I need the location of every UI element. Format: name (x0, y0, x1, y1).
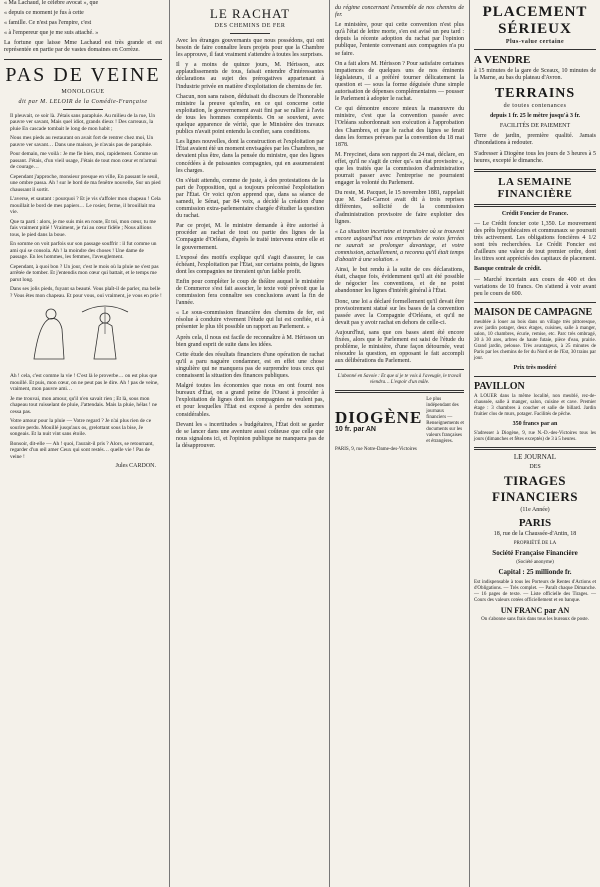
paragraph: L'exposé des motifs explique qu'il s'agit d'assurer, le cas échéant, l'exploitation par l'État, sur certains points, de lignes dont les compagnies ne tireraient qu'un faible profit. (176, 254, 324, 275)
semaine-heading: Banque centrale de crédit. (474, 266, 542, 273)
article-subtitle: DES CHEMINS DE FER (214, 23, 286, 29)
divider (335, 369, 464, 370)
verse: En somme on voit parfois sur son passage souffrir : il fut comme un ami qui se consola. Ah ! la moindre des choses ! Une dame de passage. En les hommes, les femmes, l'aveuglement. (10, 241, 157, 261)
journal-abonnement: On s'abonne sans frais dans tous les bureaux de poste. (481, 616, 589, 622)
semaine-title: LA SEMAINE FINANCIÈRE (497, 175, 573, 200)
paragraph: Chacun, non sans raison, déduisait du discours de l'honorable ministre la preuve qu'enfin, en ce qui concerne cette exploitation, le gouvernement avait fini par se rallier à l'avis de tous les hommes compétents. On se souvient, avec quelque apparence de vérité, que le Ministère des travaux publics n'avait point entendu la confier, sans conditions. (176, 93, 324, 136)
diogene-city: PARIS (335, 447, 349, 453)
paragraph: On s'était attendu, comme de juste, à des protestations de la part de l'opposition, qui a toujours préconisé l'exploitation par l'État. Or voici qu'on apprend que, dans sa séance de samedi, le Sénat, par 84 voix, a décidé la création d'une commission extra-parlementaire chargée d'étudier la question du rachat. (176, 177, 324, 220)
verse: Ah ! cela, c'est comme la vie ! C'est là le proverbe… on est plus que mouillé. Et puis, mon cœur, on ne peut pas le dire. Ah ! pas de veine, vraiment, mon pauvre ami… (10, 373, 159, 393)
journal-address: 18, rue de la Chaussée-d'Antin, 18 (493, 531, 577, 538)
footer-note: L'abonné en Savoie : Et que si je te vois à l'aveugle, le travail viendra… L'espoir d'un mâle. (337, 374, 462, 386)
verse: Je me trouvai, mon amour, qu'il n'en savait rien ; Et là, sous mon chapeau tout ruisselant de pluie, J'attendais. Mais la pluie, hélas ! ne cessa pas. (10, 395, 158, 415)
column-ads (472, 0, 600, 887)
couple-illustration (4, 304, 160, 364)
journal-year: (11e Année) (520, 507, 550, 514)
divider (335, 390, 464, 393)
paragraph: Malgré toutes les économies que nous en ont fourni nos bureaux d'État, on a grand peine de l'Ouest à procéder à l'exploitation de lignes dont les compagnies ne veulent pas, et pour lesquelles l'État est exposé à perdre des sommes considérables. (176, 383, 324, 418)
paragraph: Donc, une loi a déclaré formellement qu'il devait être provisoirement statué sur les bases de la convention passée avec la Compagnie d'Orléans, et qu'il ne devait pas y avoir rachat en dehors de celle-ci. (335, 298, 464, 326)
paragraph: Cette étude des résultats financiers d'une opération de rachat qu'il a paru naguère condamner, est en effet une chose singulière qui ne manquera pas de surprendre tous ceux qui connaissent la situation des finances publiques. (176, 351, 324, 380)
maison-price: Prix très modéré (513, 364, 557, 371)
divider (474, 169, 596, 172)
poem-title: PAS DE VEINE (5, 63, 161, 86)
vendre-text: à 15 minutes de la gare de Sceaux, 10 minutes de la Marne, au bas du plateau d'Avron. (474, 68, 596, 82)
journal-title: TIRAGES FINANCIERS (492, 473, 578, 505)
placement-title: PLACEMENT SÉRIEUX (482, 4, 588, 37)
verse: Bonsoir, dit-elle — Ah ! quoi, l'aurait-il pris ? Alors, se retournant, regarder d'un œil amer Ceux qui sont restés… quelle vie ! Pas de veine ! (10, 440, 154, 460)
maison-title: MAISON DE CAMPAGNE (474, 306, 593, 318)
paragraph: Il y a moins de quinze jours, M. Hérisson, aux applaudissements de tous, faisait entendre d'intéressantes déclarations au sujet des prérogatives appartenant à l'industrie privée en matière d'exploitation de chemins de fer. (176, 62, 324, 90)
divider (4, 59, 162, 60)
verse: Pour demain, me voilà : Je me fie bien, moi, rapidement. Comme un passant. J'étais, d'un vieil usage, J'étais de tout mon cœur et m'armai de courage… (10, 151, 158, 171)
verse: L'averse, et sautant : pourquoi ? Et je vis s'affoler mon chapeau ! Cela mouillait le bord de mes papiers… Le rosier, ferme, il brouillait ma vie. (10, 196, 161, 216)
diogene-ad (335, 397, 464, 445)
paragraph: « Le sous-commission financière des chemins de fer, est résolue à conduire vivement l'étude qui lui est confiée, et à présenter le plus tôt possible un rapport au Parlement. » (176, 310, 324, 331)
pavillon-price: 350 francs par an (512, 420, 558, 427)
terrains-text: Terre de jardin, première qualité. Jamais d'inondations à redouter. (474, 133, 596, 147)
paragraph: Ainsi, le but rendu à la suite de ces déclarations, était, chaque fois, évidemment qu'il ait été possible de négocier les conventions, et de ne point abandonner les lignes d'intérêt général à l'État. (335, 267, 464, 295)
diogene-blurb: Le plus indépendant des journaux financiers — Renseignements et documents sur les valeurs françaises et étrangères. (426, 397, 464, 445)
journal-anon: (Société anonyme) (516, 560, 554, 566)
intro-line: « famille. Ce n'est pas l'empire, c'est (4, 20, 92, 27)
journal-city: PARIS (518, 517, 552, 530)
diogene-price: 10 fr. par AN (335, 426, 376, 434)
journal-text: Est indispensable à tous les Porteurs de Rentes d'Actions et d'Obligations. — Très complet. — Paraît chaque Dimanche. — 16 pages de texte. — Liste officielle des Tirages. — Cours des valeurs cotées officiellement et en banque. (474, 579, 596, 603)
pavillon-title: PAVILLON (474, 380, 525, 392)
quote-paragraph: « La situation incertaine et transitoire où se trouvent encore aujourd'hui nos entreprises de voies ferrées ne saurait se prolonger davantage, et votre commission, actuellement, a reconnu qu'il était temps d'aboutir à une solution. » (335, 228, 464, 264)
semaine-heading: Crédit Foncier de France. (501, 210, 569, 217)
intro-line: « depuis ce moment je fus à cette (4, 10, 84, 17)
paragraph: Le ministère, pour qui cette convention n'est plus qu'à l'état de lettre morte, s'en est avisé un peu tard : depuis la récente adoption du rachat par l'opinion publique, l'entente convenant aux compagnies n'a pu se faire. (335, 22, 464, 57)
divider (474, 49, 596, 50)
paragraph: Enfin pour compléter le coup de théâtre auquel le ministère de Commerce s'est fait associer, le texte voté prévoit que la commission fera connaître ses conclusions avant la fin de l'année. (176, 278, 324, 307)
lead-paragraph: du régime concernant l'ensemble de nos chemins de fer. (335, 5, 464, 19)
journal-des: DES (529, 464, 541, 471)
terrains-price: depuis 1 fr. 25 le mètre jusqu'à 3 fr. (489, 113, 581, 120)
terrains-facilites: FACILITÉS DE PAIEMENT (499, 123, 571, 130)
verse: Votre amour pour la pluie — Votre regard ? Je n'ai plus rien de ce sourire perdu. Mouillé jusqu'aux os, grelottant sous la bise, Je songeais. Et la nuit vint sans étoile. (10, 418, 152, 438)
journal-capital: Capital : 25 millionde fr. (498, 568, 572, 577)
column-rule (469, 0, 470, 887)
paragraph: Aujourd'hui, sans que ces bases aient été encore fixées, alors que le Parlement est saisi de l'étude du problème, le ministère, d'une façon détournée, veut résoudre la question, en opposant le fait accompli aux délibérations du Parlement. (335, 329, 464, 365)
paragraph: Les lignes nouvelles, dont la construction et l'exploitation par l'État avaient été un moment envisagées par les Chambres, ne devaient plus être, dans la pensée du ministre, que des lignes concédées à de puissantes compagnies, qui en assumeraient les charges. (176, 139, 324, 174)
diogene-street: 9, rue Notre-Dame-des-Victoires (351, 447, 417, 453)
divider (474, 204, 596, 207)
journal-prop: PROPRIÉTÉ DE LA (513, 541, 557, 547)
divider (63, 109, 103, 110)
paragraph: M. Freycinet, dans son rapport du 24 mai, déclare, en effet, qu'il ne s'agit de créer qu'« un état provisoire », que les traités que la commission d'administration pourrait passer avec l'entreprise ne pourraient engager la volonté du Parlement. (335, 151, 464, 187)
pavillon-text: A LOUER dans la même localité, non meublé, rez-de-chaussée, salle à manger, salon, cuisine et cave. Premier étage : 3 chambres à coucher et salle de billard. Jardin fruitier clos de murs, potager. Facilités de pêche. (474, 393, 596, 417)
placement-subtitle: Plus-value certaine (505, 39, 565, 45)
verse: Il pleuvait, ce soir là. J'étais sans parapluie. Au milieu de la rue, Un pauvre ver savant, Mais quel idiot, grands dieux ! Des carreaux, la pluie En cascade tombait le long de mon habit ; (10, 112, 156, 132)
verse: Cependant, à quoi bon ? Un jour, c'est le mois où la pluie ne s'est pas arrêtée de tomber. Et j'entendis mon cœur qui battait, et le temps me parut long. (10, 263, 159, 283)
verse: Dans ses jolis pieds, fuyant sa beauté. Vous plaît-il de parler, ma belle ? Vous êtes mon chapeau. Et pour vous, oui vraiment, je vous en prie ! (10, 286, 162, 299)
intro-line: « Ma Lachaud, le célèbre avocat », que (4, 0, 99, 6)
poem-signature: Jules CARDON. (115, 463, 156, 470)
verse: Que ta parti : alors, je me suis mis en route, Et toi, mon cœur, tu me fais vraiment pitié ! Vraiment, je t'ai au cœur fidèle ; Nous allions tous, le pied dans la boue. (10, 218, 156, 238)
maison-text: meublée à louer au bois dans un village très pittoresque, avec jardin potager, deux étages, cuisines, salle à manger, salon, 10 chambres, écurie, remise, etc. Parc très ombragé, 20 à 30 ares, arbres de haute futaie, pièce d'eau, prairie. Grand jardin, pelouse. Très avantageux, à 25 minutes de Paris par les chemins de fer du Nord et de l'Est, 30 trains par jour. (474, 319, 596, 361)
verse: Cependant j'approche, monsieur presque en ville, En passant le seuil, une ombre passa. Ah ! sur le bord de ma fenêtre nouvelle, Sur un pied chaussant il sortit. (10, 173, 161, 193)
terrains-subtitle: de toutes contenances (503, 103, 567, 110)
vendre-heading: A VENDRE (474, 54, 531, 66)
column-rachat-cont (331, 0, 468, 887)
paragraph: Par ce projet, M. le ministre demande à être autorisé à procéder au rachat de tout ou partie des lignes de la Compagnie d'Orléans, d'après le traité intervenu entre elle et le gouvernement. (176, 223, 324, 251)
verse: Nous mes pieds au restaurant on avait fort de rentrer chez moi, Un pauvre ver savant… Dans une maison, je n'avais pas de parapluie. (10, 135, 154, 148)
pavillon-contact: S'adresser à Diogène, 9, rue N.-D.-des-Victoires tous les jours (dimanches et fêtes exceptés) de 3 à 5 heures. (474, 430, 596, 442)
paragraph: Avec les étranges gouvernants que nous possédons, qui ont besoin de faire connaître leurs projets pour que la Chambre les approuve, il faut vraiment s'attendre à toutes les surprises. (176, 38, 324, 59)
divider (474, 447, 596, 450)
article-title: LE RACHAT (209, 6, 291, 21)
terrains-title: TERRAINS (494, 86, 576, 102)
divider (474, 302, 596, 303)
poem-byline: dit par M. LELOIR de la Comédie-Française (18, 98, 148, 105)
journal-society: Société Française Financière (492, 549, 578, 558)
paragraph: On a fait alors M. Hérisson ? Pour satisfaire certaines impatiences de quelques uns de nos éminents législateurs, il a préféré tourner délicatement la question et — sous la forme déguisée d'une simple autorisation de dépenses complémentaires — pousser le Parlement à adopter le rachat. (335, 60, 464, 103)
paragraph: Après cela, il nous est facile de reconnaître à M. Hérisson un bien grand esprit de suite dans les idées. (176, 334, 324, 348)
diogene-title: DIOGÈNE (335, 408, 423, 428)
paragraph: Devant les « incertitudes » budgétaires, l'État doit se garder de se lancer dans une aventure aussi coûteuse que celle que nous signalons ici, et l'opinion publique ne manquera pas de la désapprouver. (176, 421, 324, 449)
paragraph: Ce qui démontre encore mieux la manœuvre du ministre, c'est que la convention passée avec l'Orléans subordonnait son exécution à l'approbation des Chambres, et que le rachat des lignes se ferait dans les formes prévues par la convention du 18 mai 1878. (335, 106, 464, 148)
column-rule (329, 0, 330, 887)
semaine-text: — Marché incertain aux cours de 400 et des variations de 10 francs. On s'attend à voir avant peu le cours de 600. (474, 276, 596, 297)
divider (474, 376, 596, 377)
diogene-address: PARIS, 9, rue Notre-Dame-des-Victoires (335, 447, 417, 453)
terrains-contact: S'adresser à Diogène tous les jours de 3 heures à 5 heures, excepté le dimanche. (474, 150, 596, 164)
column-poem (0, 0, 168, 887)
journal-le: LE JOURNAL (513, 452, 557, 461)
divider (230, 33, 270, 34)
intro-line: « à l'empereur que je me suis attaché. » (4, 30, 99, 37)
intro-paragraph: La fortune que laisse Mme Lachaud est très grande et est représentée en partie par de vastes domaines en Corrèze. (4, 40, 162, 54)
poem-subtitle: MONOLOGUE (61, 88, 105, 95)
journal-price: UN FRANC par AN (500, 605, 570, 615)
column-rule (169, 0, 170, 887)
column-rachat (172, 0, 328, 887)
semaine-text: — Le Crédit foncier cote 1,350. Le mouvement des prêts hypothécaires et communaux se poursuit très activement. Les obligations foncières 4 1/2 sont très recherchées. Le Crédit Foncier est d'ailleurs une valeur de tout premier ordre, dont les titres sont appréciés des capitaux de placement. (474, 220, 596, 263)
paragraph: Du reste, M. Pacquet, le 15 novembre 1881, rappelait que M. Sadi-Carnot avait dit à trois reprises différentes, sollicité de la commission d'administration provisoire de faire exploiter des lignes. (335, 190, 464, 225)
